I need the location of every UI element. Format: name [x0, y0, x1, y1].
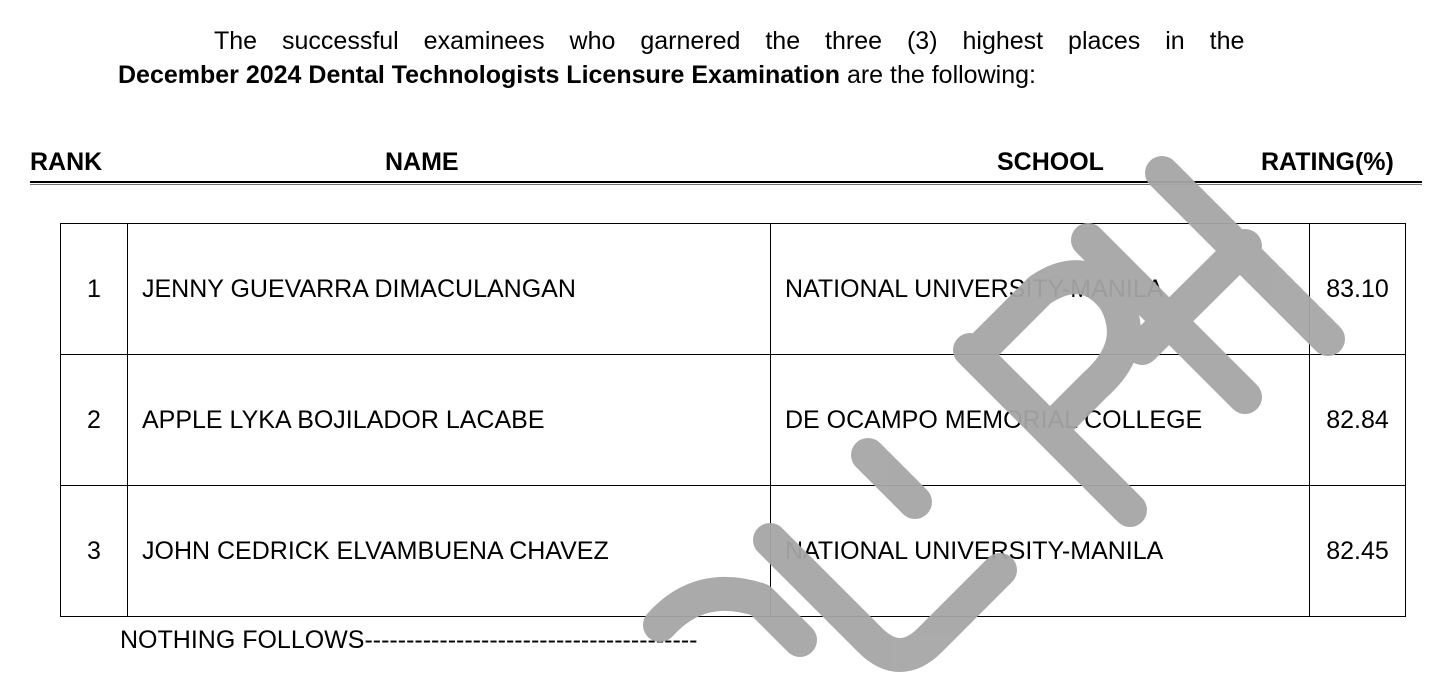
header-rank: RANK [30, 148, 103, 176]
rank-cell: 2 [61, 355, 128, 486]
exam-name: December 2024 Dental Technologists Licensure Examination [118, 61, 840, 89]
table-header-row [30, 148, 1450, 182]
school-cell: NATIONAL UNIVERSITY-MANILA [771, 486, 1310, 617]
nothing-follows-note: NOTHING FOLLOWS---------------------------------------- [120, 626, 698, 654]
header-name: NAME [385, 148, 459, 176]
table-row [61, 486, 1406, 617]
table-row [61, 224, 1406, 355]
rating-cell: 82.84 [1310, 355, 1406, 486]
header-school: SCHOOL [997, 148, 1104, 176]
school-cell: NATIONAL UNIVERSITY-MANILA [771, 224, 1310, 355]
intro-line-2-suffix: are the following: [840, 61, 1036, 89]
intro-paragraph [118, 24, 1318, 92]
name-cell: APPLE LYKA BOJILADOR LACABE [128, 355, 771, 486]
results-table [60, 223, 1406, 617]
header-rating: RATING(%) [1261, 148, 1394, 176]
name-cell: JENNY GUEVARRA DIMACULANGAN [128, 224, 771, 355]
school-cell: DE OCAMPO MEMORIAL COLLEGE [771, 355, 1310, 486]
intro-line-1: The successful examinees who garnered the three (3) highest places in the [214, 27, 1245, 55]
intro-line-2 [118, 58, 1318, 92]
rating-cell: 82.45 [1310, 486, 1406, 617]
rating-cell: 83.10 [1310, 224, 1406, 355]
name-cell: JOHN CEDRICK ELVAMBUENA CHAVEZ [128, 486, 771, 617]
header-divider [30, 181, 1422, 185]
table-row [61, 355, 1406, 486]
rank-cell: 3 [61, 486, 128, 617]
rank-cell: 1 [61, 224, 128, 355]
